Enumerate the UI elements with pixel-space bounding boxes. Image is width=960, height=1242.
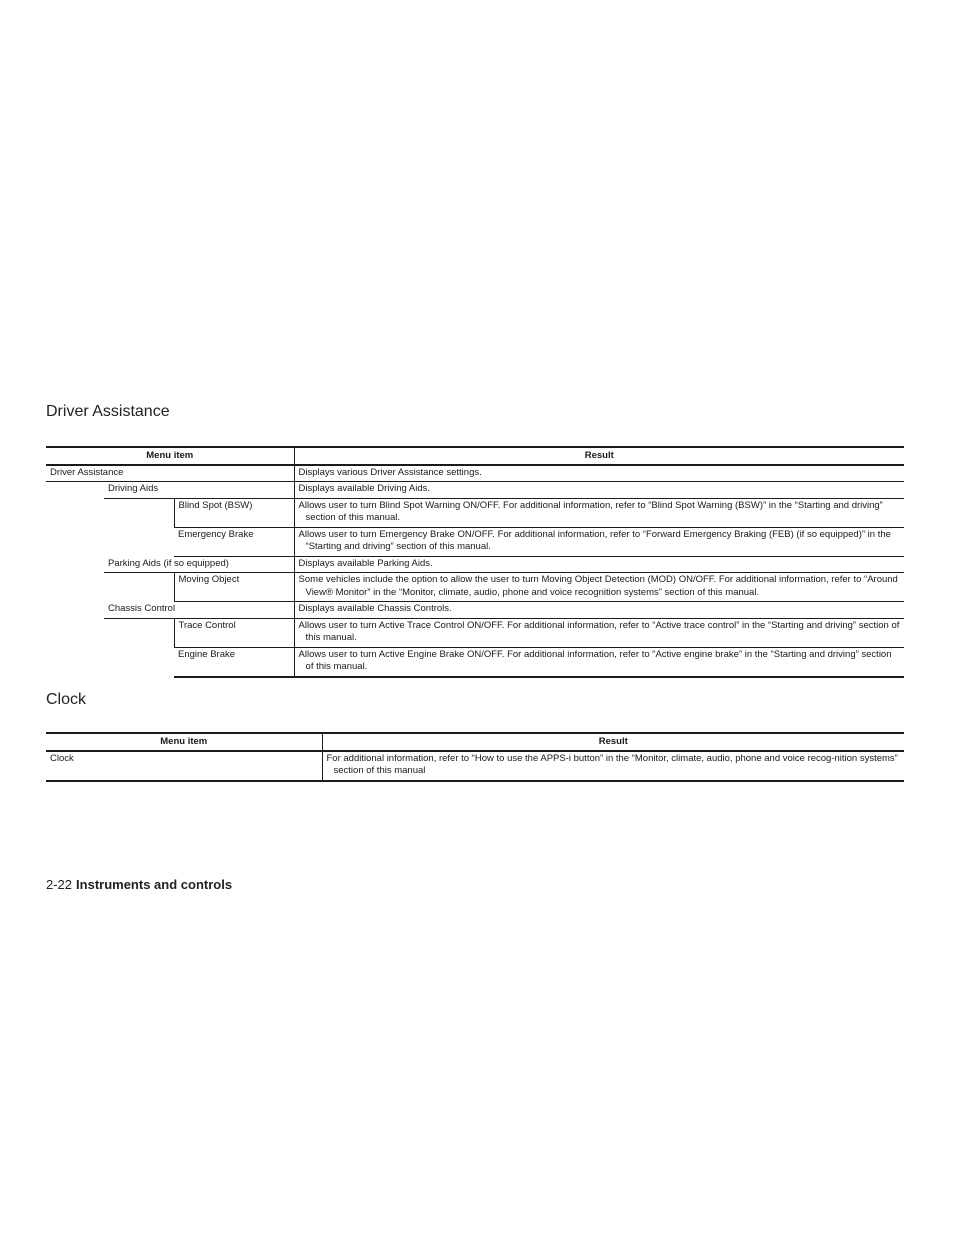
driver-assistance-table bbox=[46, 446, 904, 678]
table-row bbox=[46, 647, 904, 677]
result-cell: For additional information, refer to “How to use the APPS-i button” in the “Monitor, climate, audio, phone and voice recog-nition systems” section of this manual bbox=[322, 751, 904, 781]
result-cell: Displays available Parking Aids. bbox=[294, 556, 904, 573]
driver-assistance-title: Driver Assistance bbox=[46, 403, 170, 420]
menu-item-parking-aids: Parking Aids (if so equipped) bbox=[104, 556, 294, 573]
header-result: Result bbox=[294, 447, 904, 465]
result-cell: Allows user to turn Active Trace Control ON/OFF. For additional information, refer to “Active trace control” in the “Starting and driving” section of this manual. bbox=[294, 618, 904, 647]
table-row bbox=[46, 498, 904, 527]
indent-spacer bbox=[104, 618, 174, 677]
table-row bbox=[46, 527, 904, 556]
table-header-row bbox=[46, 447, 904, 465]
result-cell: Allows user to turn Blind Spot Warning ON/OFF. For additional information, refer to “Blind Spot Warning (BSW)” in the “Starting and driving” section of this manual. bbox=[294, 498, 904, 527]
table-header-row bbox=[46, 733, 904, 751]
menu-item-engine-brake: Engine Brake bbox=[174, 647, 294, 677]
menu-item-driver-assistance: Driver Assistance bbox=[46, 465, 294, 482]
footer-section-name: Instruments and controls bbox=[76, 877, 233, 892]
clock-title: Clock bbox=[46, 691, 87, 708]
menu-item-emergency-brake: Emergency Brake bbox=[174, 527, 294, 556]
table-row bbox=[46, 618, 904, 647]
indent-spacer bbox=[46, 482, 104, 677]
result-cell: Displays available Chassis Controls. bbox=[294, 602, 904, 619]
header-menu-item: Menu item bbox=[46, 733, 322, 751]
result-cell: Allows user to turn Active Engine Brake ON/OFF. For additional information, refer to “Active engine brake” in the “Starting and driving” section of this manual. bbox=[294, 647, 904, 677]
page-footer bbox=[46, 877, 232, 892]
table-row bbox=[46, 573, 904, 602]
table-row bbox=[46, 482, 904, 499]
indent-spacer bbox=[104, 498, 174, 556]
menu-item-moving-object: Moving Object bbox=[174, 573, 294, 602]
menu-item-driving-aids: Driving Aids bbox=[104, 482, 294, 499]
indent-spacer bbox=[104, 573, 174, 602]
menu-item-trace-control: Trace Control bbox=[174, 618, 294, 647]
result-cell: Displays various Driver Assistance settings. bbox=[294, 465, 904, 482]
result-cell: Displays available Driving Aids. bbox=[294, 482, 904, 499]
table-row bbox=[46, 602, 904, 619]
menu-item-chassis-control: Chassis Control bbox=[104, 602, 294, 619]
menu-item-clock: Clock bbox=[46, 751, 322, 781]
result-cell: Allows user to turn Emergency Brake ON/OFF. For additional information, refer to “Forward Emergency Braking (FEB) (if so equipped)” in the “Starting and driving” section of this manual. bbox=[294, 527, 904, 556]
header-result: Result bbox=[322, 733, 904, 751]
table-row bbox=[46, 465, 904, 482]
page-number: 2-22 bbox=[46, 877, 73, 892]
header-menu-item: Menu item bbox=[46, 447, 294, 465]
clock-table bbox=[46, 732, 904, 782]
table-row bbox=[46, 751, 904, 781]
result-cell: Some vehicles include the option to allow the user to turn Moving Object Detection (MOD) ON/OFF. For additional information, refer to “Around View® Monitor” in the “Monitor, climate, audio, phone and voice recognition systems” section of this manual. bbox=[294, 573, 904, 602]
table-row bbox=[46, 556, 904, 573]
menu-item-blind-spot: Blind Spot (BSW) bbox=[174, 498, 294, 527]
